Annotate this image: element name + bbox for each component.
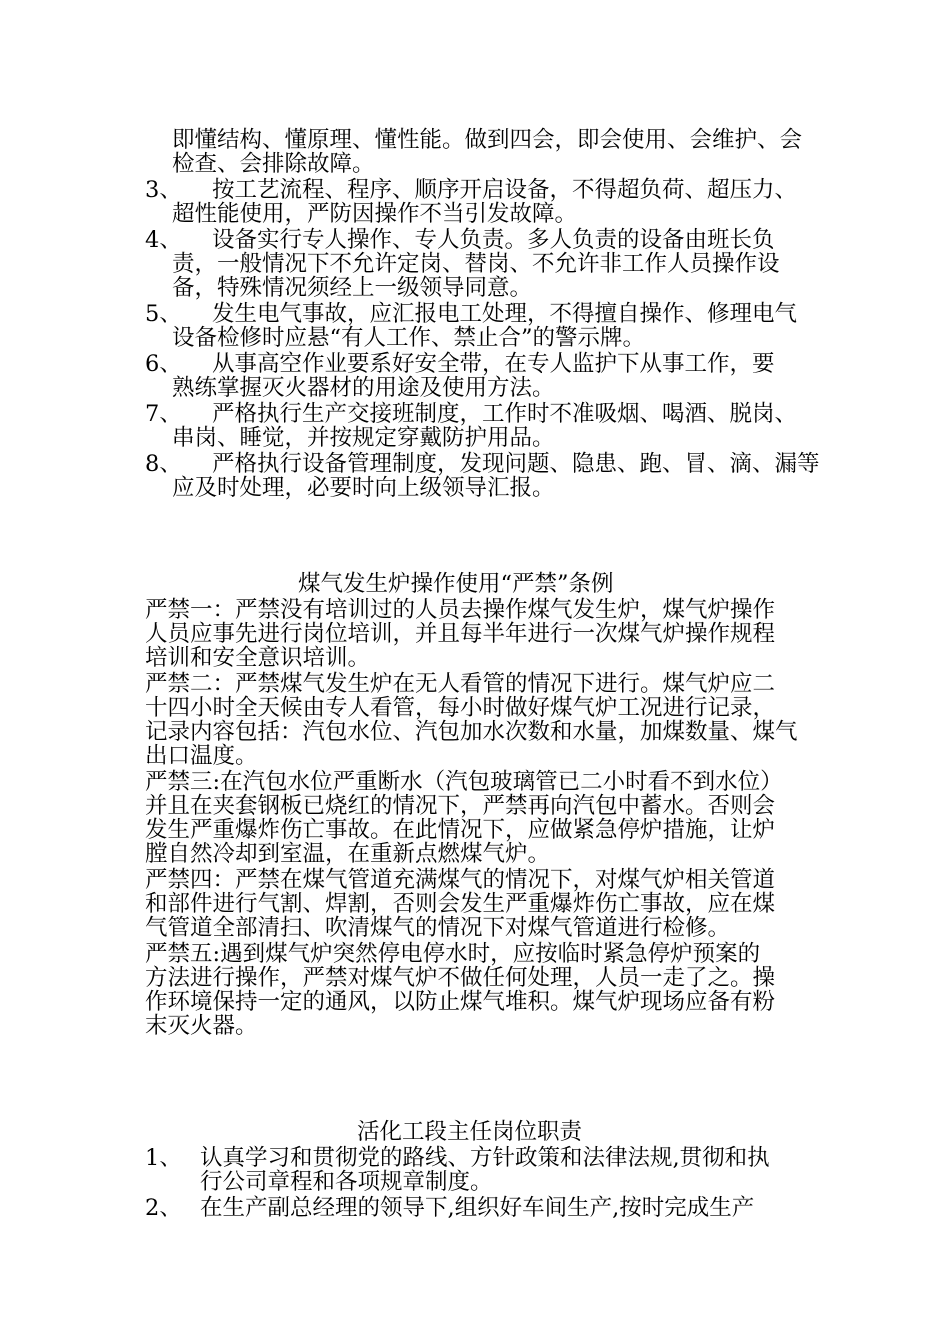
list-item-number: 4、 <box>145 227 182 253</box>
list-item-line: 行公司章程和各项规章制度。 <box>200 1169 493 1195</box>
list-item-number: 6、 <box>145 351 182 377</box>
list-item-line: 按工艺流程、程序、顺序开启设备，不得超负荷、超压力、 <box>212 177 798 203</box>
list-item-line: 严格执行设备管理制度，发现问题、隐患、跑、冒、滴、漏等 <box>212 451 820 477</box>
paragraph-line: 作环境保持一定的通风，以防止煤气堆积。煤气炉现场应备有粉 <box>145 989 776 1015</box>
list-item-number: 1、 <box>145 1145 182 1171</box>
paragraph-line: 记录内容包括：汽包水位、汽包加水次数和水量，加煤数量、煤气 <box>145 719 798 745</box>
list-item-number: 8、 <box>145 451 182 477</box>
continuation-line: 检查、会排除故障。 <box>172 151 375 177</box>
list-item-line: 从事高空作业要系好安全带，在专人监护下从事工作，要 <box>212 351 775 377</box>
list-item-number: 5、 <box>145 301 182 327</box>
paragraph-line: 并且在夹套钢板已烧红的情况下，严禁再向汽包中蓄水。否则会 <box>145 793 776 819</box>
list-item-number: 2、 <box>145 1195 182 1221</box>
list-item-line: 超性能使用，严防因操作不当引发故障。 <box>172 201 578 227</box>
list-item-line: 备，特殊情况须经上一级领导同意。 <box>172 275 533 301</box>
paragraph-line: 严禁二：严禁煤气发生炉在无人看管的情况下进行。煤气炉应二 <box>145 671 776 697</box>
paragraph-line: 十四小时全天候由专人看管，每小时做好煤气炉工况进行记录， <box>145 695 776 721</box>
paragraph-line: 末灭火器。 <box>145 1013 258 1039</box>
paragraph-line: 气管道全部清扫、吹清煤气的情况下对煤气管道进行检修。 <box>145 915 731 941</box>
paragraph-line: 严禁五:遇到煤气炉突然停电停水时，应按临时紧急停炉预案的 <box>145 941 761 967</box>
paragraph-line: 严禁三:在汽包水位严重断水（汽包玻璃管已二小时看不到水位） <box>145 769 783 795</box>
section-title: 煤气发生炉操作使用“严禁”条例 <box>298 571 614 597</box>
paragraph-line: 方法进行操作，严禁对煤气炉不做任何处理，人员一走了之。操 <box>145 965 776 991</box>
list-item-number: 3、 <box>145 177 182 203</box>
paragraph-line: 人员应事先进行岗位培训，并且每半年进行一次煤气炉操作规程 <box>145 621 776 647</box>
paragraph-line: 严禁四：严禁在煤气管道充满煤气的情况下，对煤气炉相关管道 <box>145 867 776 893</box>
list-item-line: 设备实行专人操作、专人负责。多人负责的设备由班长负 <box>212 227 775 253</box>
list-item-line: 熟练掌握灭火器材的用途及使用方法。 <box>172 375 555 401</box>
paragraph-line: 膛自然冷却到室温，在重新点燃煤气炉。 <box>145 841 551 867</box>
paragraph-line: 严禁一：严禁没有培训过的人员去操作煤气发生炉，煤气炉操作 <box>145 597 776 623</box>
list-item-line: 串岗、睡觉，并按规定穿戴防护用品。 <box>172 425 555 451</box>
list-item-line: 在生产副总经理的领导下,组织好车间生产,按时完成生产 <box>200 1195 755 1221</box>
list-item-line: 发生电气事故，应汇报电工处理，不得擅自操作、修理电气 <box>212 301 798 327</box>
list-item-line: 应及时处理，必要时向上级领导汇报。 <box>172 475 555 501</box>
list-item-line: 设备检修时应悬“有人工作、禁止合”的警示牌。 <box>172 325 646 351</box>
continuation-line: 即懂结构、懂原理、懂性能。做到四会，即会使用、会维护、会 <box>172 127 803 153</box>
section-title: 活化工段主任岗位职责 <box>357 1119 583 1145</box>
list-item-line: 严格执行生产交接班制度，工作时不准吸烟、喝酒、脱岗、 <box>212 401 798 427</box>
paragraph-line: 培训和安全意识培训。 <box>145 645 371 671</box>
paragraph-line: 发生严重爆炸伤亡事故。在此情况下，应做紧急停炉措施，让炉 <box>145 817 776 843</box>
paragraph-line: 和部件进行气割、焊割，否则会发生严重爆炸伤亡事故，应在煤 <box>145 891 776 917</box>
list-item-number: 7、 <box>145 401 182 427</box>
paragraph-line: 出口温度。 <box>145 743 258 769</box>
list-item-line: 认真学习和贯彻党的路线、方针政策和法律法规,贯彻和执 <box>200 1145 770 1171</box>
list-item-line: 责，一般情况下不允许定岗、替岗、不允许非工作人员操作设 <box>172 251 780 277</box>
